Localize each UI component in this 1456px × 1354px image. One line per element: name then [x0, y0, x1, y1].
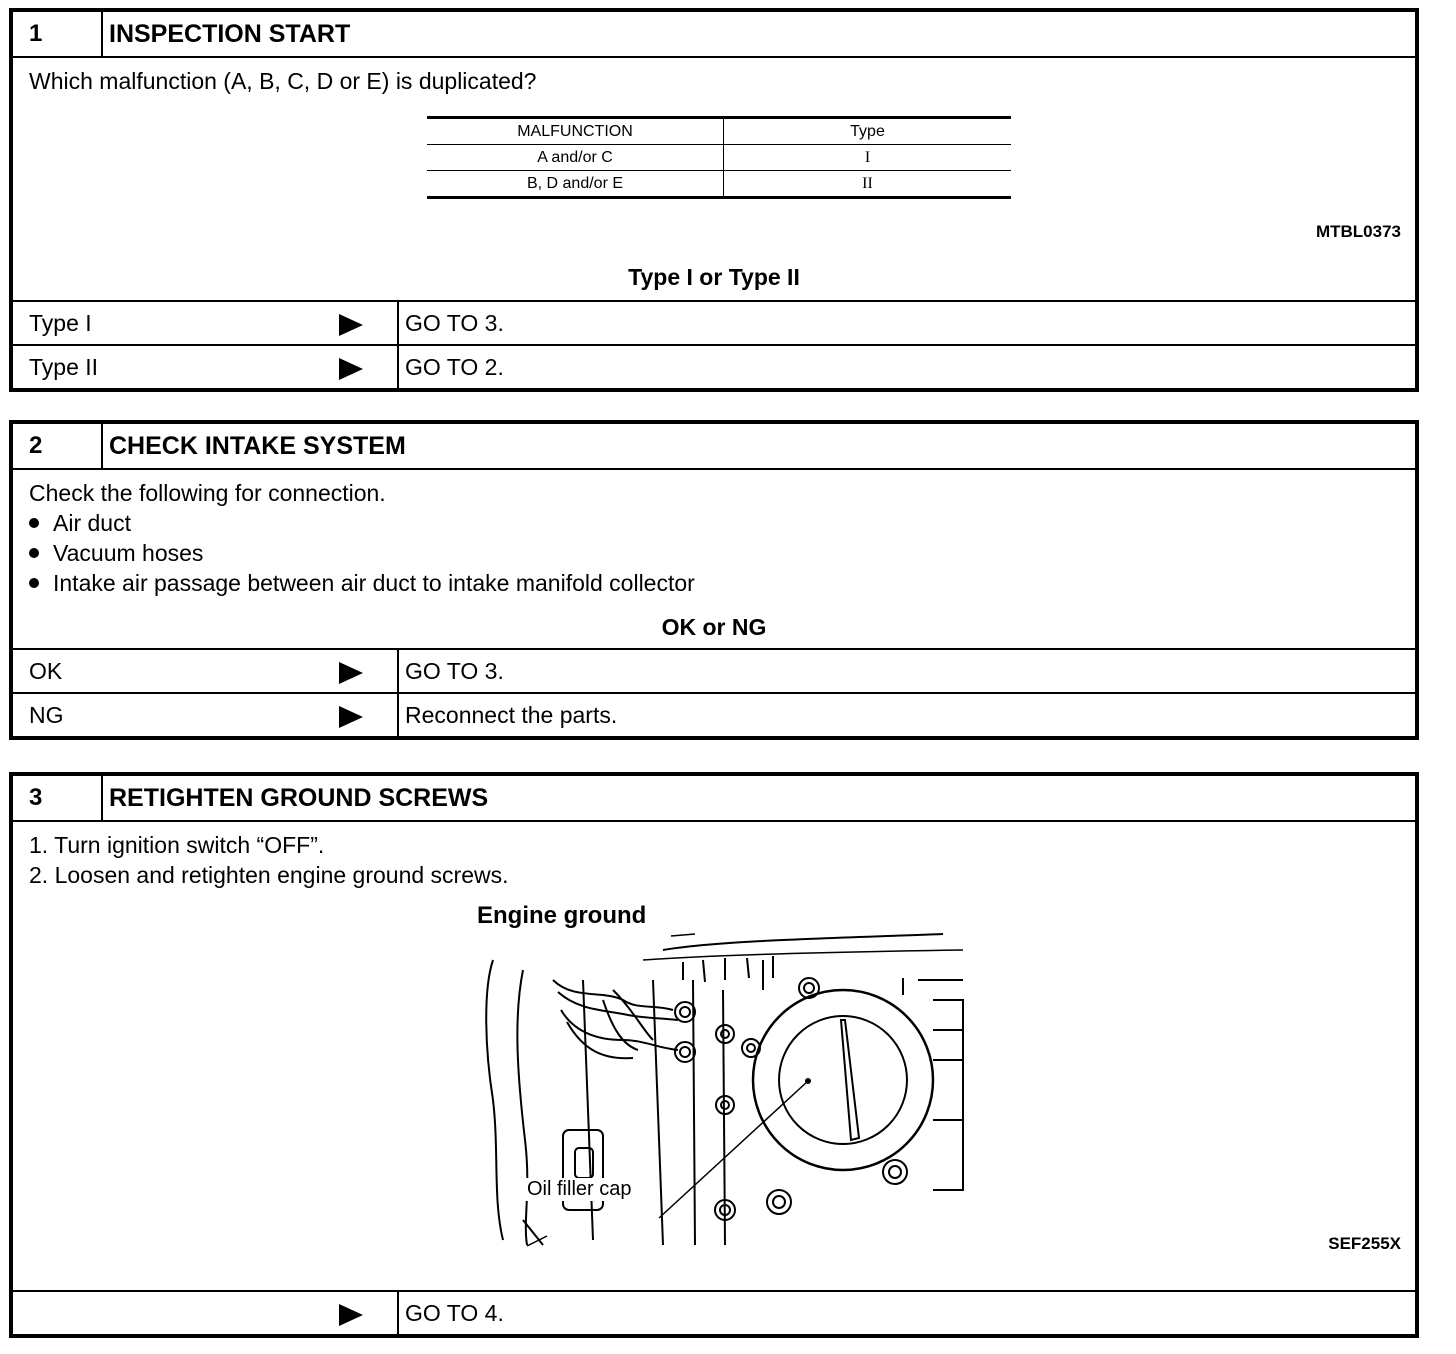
result-label-cell — [13, 302, 399, 344]
oil-filler-cap-label: Oil filler cap — [523, 1178, 635, 1201]
result-row — [13, 1292, 1415, 1334]
result-label-cell — [13, 1292, 399, 1334]
bullet-icon — [29, 548, 39, 558]
result-label-cell — [13, 650, 399, 692]
step-title: INSPECTION START — [109, 20, 351, 48]
bullet-icon — [29, 518, 39, 528]
result-action: GO TO 3. — [405, 310, 504, 336]
step-2-header — [13, 424, 1415, 470]
result-row — [13, 302, 1415, 344]
table-header-cell: Type — [724, 118, 1012, 145]
step-2-body — [13, 470, 1415, 650]
list-item-text: Air duct — [53, 510, 131, 536]
result-action: GO TO 3. — [405, 658, 504, 684]
step-number: 3 — [13, 776, 103, 820]
result-label: OK — [29, 658, 63, 684]
figure-code: MTBL0373 — [1315, 222, 1401, 241]
result-label: Type II — [29, 354, 99, 380]
step-1-body — [13, 58, 1415, 302]
result-rows — [13, 302, 1415, 388]
arrow-right-icon — [339, 358, 363, 380]
procedure-step: 1. Turn ignition switch “OFF”. — [29, 832, 325, 858]
result-action: Reconnect the parts. — [405, 702, 618, 728]
result-label: Type I — [29, 310, 92, 336]
result-rows — [13, 1292, 1415, 1334]
table-cell: I — [724, 145, 1012, 171]
result-row — [13, 650, 1415, 692]
step-title: RETIGHTEN GROUND SCREWS — [109, 784, 489, 812]
result-row — [13, 692, 1415, 736]
step-2-box — [9, 420, 1419, 740]
step-3-header — [13, 776, 1415, 822]
intro-text: Check the following for connection. — [29, 480, 386, 506]
procedure-step: 2. Loosen and retighten engine ground screws. — [29, 862, 509, 888]
table-header-row — [427, 118, 1011, 145]
result-rows — [13, 650, 1415, 736]
list-item-text: Vacuum hoses — [53, 540, 204, 566]
step-title: CHECK INTAKE SYSTEM — [109, 432, 406, 460]
engine-ground-label: Engine ground — [473, 902, 650, 930]
bullet-icon — [29, 578, 39, 588]
list-item — [29, 510, 131, 537]
malfunction-table — [427, 116, 1011, 199]
result-row — [13, 344, 1415, 388]
table-row — [427, 145, 1011, 171]
step-number: 1 — [13, 12, 103, 56]
figure-code: SEF255X — [1328, 1234, 1401, 1253]
list-item — [29, 540, 203, 567]
step-3-body — [13, 822, 1415, 1292]
step-1-header — [13, 12, 1415, 58]
result-action: GO TO 4. — [405, 1300, 504, 1326]
table-header-cell: MALFUNCTION — [427, 118, 724, 145]
table-cell: B, D and/or E — [427, 171, 724, 198]
result-action: GO TO 2. — [405, 354, 504, 380]
decision-question: Type I or Type II — [628, 264, 800, 290]
table-row — [427, 171, 1011, 198]
result-label-cell — [13, 346, 399, 388]
list-item-text: Intake air passage between air duct to intake manifold collector — [53, 570, 695, 596]
table-cell: II — [862, 174, 873, 192]
table-cell: A and/or C — [427, 145, 724, 171]
arrow-right-icon — [339, 1304, 363, 1326]
result-label-cell — [13, 694, 399, 736]
arrow-right-icon — [339, 662, 363, 684]
arrow-right-icon — [339, 706, 363, 728]
decision-question: OK or NG — [661, 614, 767, 640]
step-3-box — [9, 772, 1419, 1338]
result-label: NG — [29, 702, 64, 728]
list-item — [29, 570, 695, 597]
arrow-right-icon — [339, 314, 363, 336]
question-text: Which malfunction (A, B, C, D or E) is duplicated? — [29, 68, 537, 94]
step-number: 2 — [13, 424, 103, 468]
step-1-box — [9, 8, 1419, 392]
